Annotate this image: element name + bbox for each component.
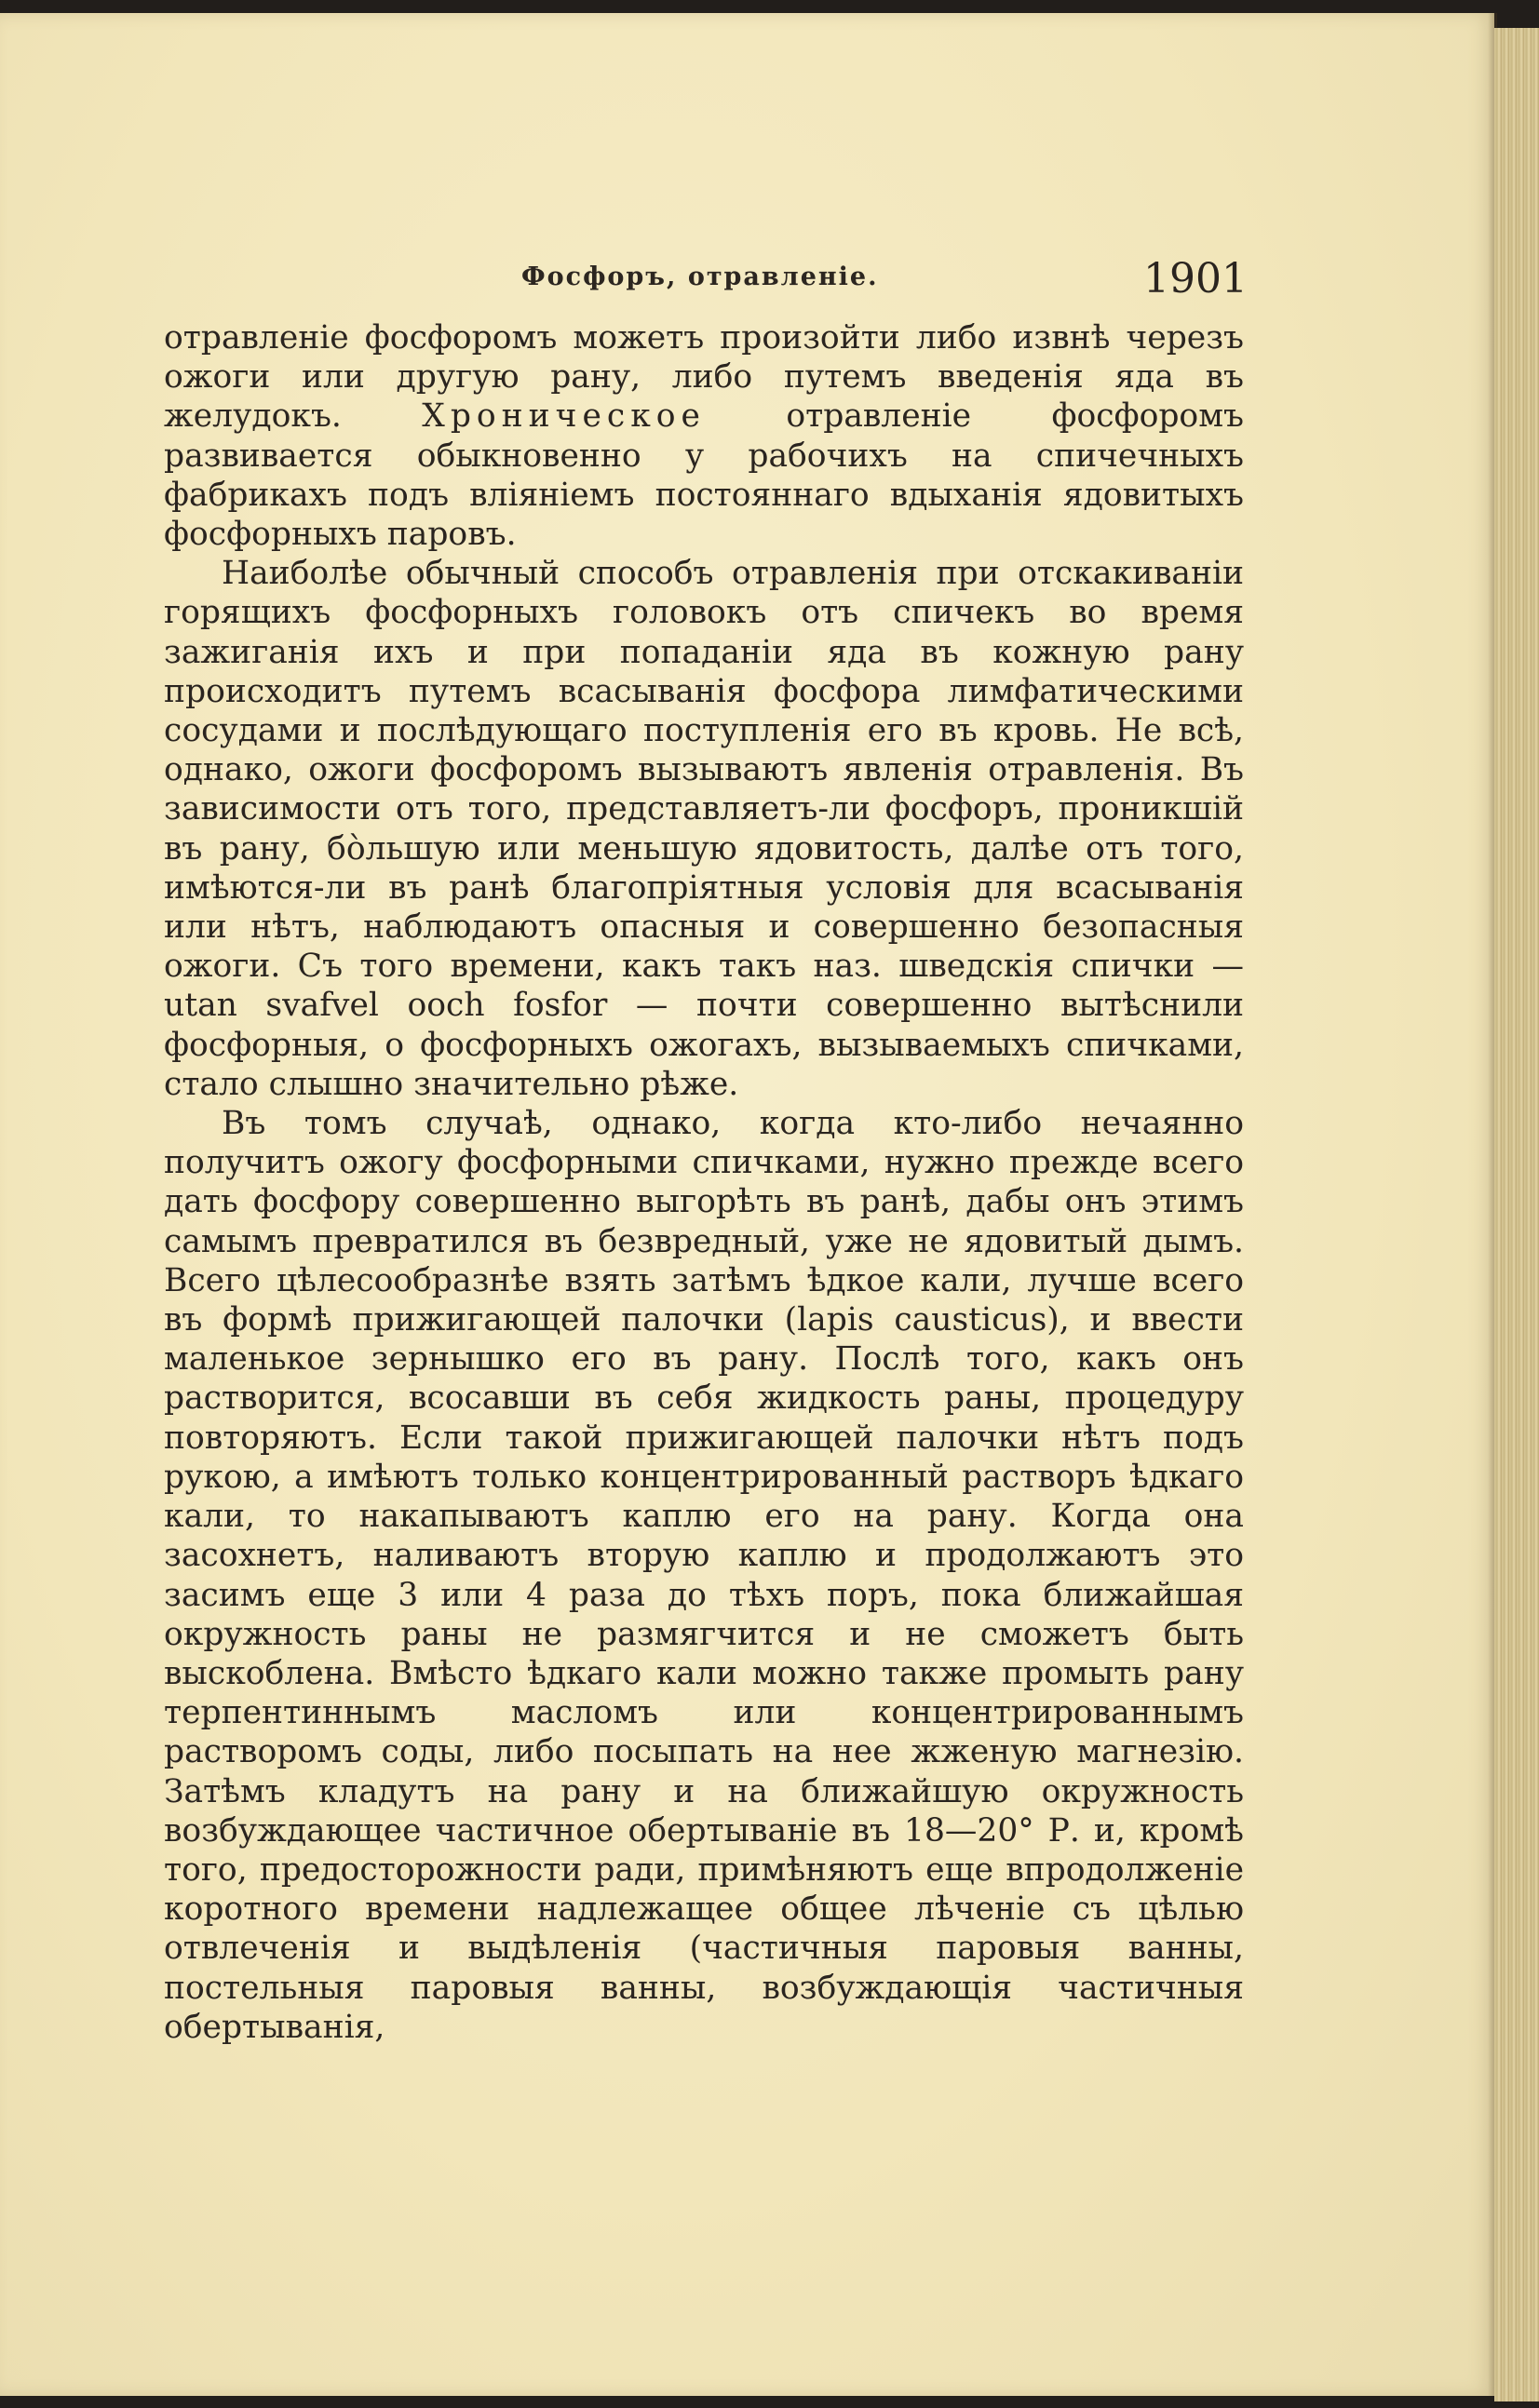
paragraph: Наиболѣе обычный способъ отравленія при отскакиваніи горящихъ фосфорныхъ головокъ отъ спичекъ во время зажиганія ихъ и при попаданіи яда въ кожную рану происходитъ путемъ всасыванія фосфора лимфатическими сосудами и послѣдующаго поступленія его въ кровь. Не всѣ, однако, ожоги фосфоромъ вызываютъ явленія отравленія. Въ зависимости отъ того, представляетъ-ли фосфоръ, проникшій въ рану, бòльшую или меньшую ядовитость, далѣе отъ того, имѣются-ли въ ранѣ благопріятныя условія для всасыванія или нѣтъ, наблюдаютъ опасныя и совершенно безопасныя ожоги. Съ того времени, какъ такъ наз. шведскія спички — utan svafvel ooch fosfor — почти совершенно вытѣснили фосфорныя, о фосфорныхъ ожогахъ, вызываемыхъ спичками, стало слышно значительно рѣже.	[164, 555, 1244, 1103]
running-title: Фосфоръ, отравленіе.	[521, 262, 879, 291]
paragraph-text: отравленіе фосфоромъ можетъ произойти либо извнѣ черезъ ожоги или другую рану, либо путемъ введенія яда въ желудокъ.	[164, 319, 1244, 436]
body-text	[164, 318, 1244, 2047]
page-number: 1901	[1143, 255, 1248, 303]
page-edges	[1494, 28, 1539, 2401]
paragraph: Въ томъ случаѣ, однако, когда кто-либо нечаянно получитъ ожогу фосфорными спичками, нужно прежде всего дать фосфору совершенно выгорѣть въ ранѣ, дабы онъ этимъ самымъ превратился въ безвредный, уже не ядовитый дымъ. Всего цѣлесообразнѣе взять затѣмъ ѣдкое кали, лучше всего въ формѣ прижигающей палочки (lapis causticus), и ввести маленькое зернышко его въ рану. Послѣ того, какъ онъ растворится, всосавши въ себя жидкость раны, процедуру повторяютъ. Если такой прижигающей палочки нѣтъ подъ рукою, а имѣютъ только концентрированный растворъ ѣдкаго кали, то накапываютъ каплю его на рану. Когда она засохнетъ, наливаютъ вторую каплю и продолжаютъ это засимъ еще 3 или 4 раза до тѣхъ поръ, пока ближайшая окружность раны не размягчится и не сможетъ быть выскоблена. Вмѣсто ѣдкаго кали можно также промыть рану терпентиннымъ масломъ или концентрированнымъ растворомъ соды, либо посыпать на нее жженую магнезію. Затѣмъ кладутъ на рану и на ближайшую окружность возбуждающее частичное обертываніе въ 18—20° Р. и, кромѣ того, предосторожности ради, примѣняютъ еще впродолженіе коротного времени надлежащее общее лѣченіе съ цѣлью отвлеченія и выдѣленія (частичныя паровыя ванны, постельныя паровыя ванны, возбуждающія частичныя обертыванія,	[164, 1105, 1244, 2046]
book-page	[0, 13, 1494, 2396]
emphasized-term: Хроническое	[422, 397, 706, 436]
page-header	[521, 257, 1248, 313]
paragraph	[164, 318, 1244, 554]
paragraph-text: отравленіе фосфоромъ развивается обыкновенно у рабочихъ на спичечныхъ фабрикахъ подъ вліяніемъ постояннаго вдыханія ядовитыхъ фосфорныхъ паровъ.	[164, 397, 1244, 554]
